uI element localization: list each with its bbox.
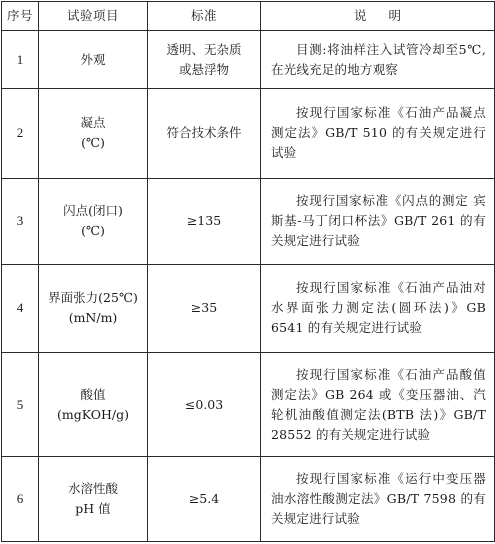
standard-line: 透明、无杂质 bbox=[166, 41, 242, 57]
test-item-cell bbox=[39, 31, 148, 89]
test-item-line: 外观 bbox=[80, 51, 106, 67]
description-text: 按现行国家标准《闪点的测定 宾斯基-马丁闭口杯法》GB/T 261 的有关规定进行试验 bbox=[271, 193, 486, 249]
test-item-line: 酸值 bbox=[80, 386, 106, 402]
description-cell bbox=[261, 89, 495, 179]
table-header-row bbox=[2, 2, 495, 31]
table-row bbox=[2, 457, 495, 542]
description-text: 按现行国家标准《石油产品凝点测定法》GB/T 510 的有关规定进行试验 bbox=[271, 105, 486, 161]
test-item-line: 凝点 bbox=[80, 115, 106, 131]
header-description: 说明 bbox=[261, 2, 495, 31]
test-item-line: 水溶性酸 bbox=[67, 481, 118, 497]
header-no: 序号 bbox=[2, 2, 39, 31]
standard-cell bbox=[148, 352, 261, 457]
test-item-line: (℃) bbox=[81, 135, 105, 151]
standards-table-page bbox=[1, 1, 494, 542]
row-number: 6 bbox=[2, 457, 39, 542]
standard-line: ≥35 bbox=[190, 300, 218, 316]
test-item-line: 界面张力(25℃) bbox=[48, 290, 138, 306]
table-row bbox=[2, 178, 495, 265]
test-item-line: (mN/m) bbox=[68, 310, 118, 326]
test-item-cell bbox=[39, 457, 148, 542]
standard-line: 或悬浮物 bbox=[178, 61, 229, 77]
row-number: 4 bbox=[2, 265, 39, 353]
table-row bbox=[2, 89, 495, 179]
standard-cell bbox=[148, 89, 261, 179]
description-text: 目测:将油样注入试管冷却至5℃,在光线充足的地方观察 bbox=[271, 41, 486, 77]
standard-line: ≤0.03 bbox=[184, 396, 224, 412]
header-test-item: 试验项目 bbox=[39, 2, 148, 31]
standard-cell bbox=[148, 265, 261, 353]
standard-cell bbox=[148, 457, 261, 542]
standard-line: ≥5.4 bbox=[188, 491, 220, 507]
header-standard: 标准 bbox=[148, 2, 261, 31]
description-cell bbox=[261, 352, 495, 457]
description-text: 按现行国家标准《石油产品油对水界面张力测定法(圆环法)》GB 6541 的有关规定进行试验 bbox=[271, 280, 486, 336]
description-cell bbox=[261, 265, 495, 353]
description-cell bbox=[261, 178, 495, 265]
description-cell bbox=[261, 31, 495, 89]
row-number: 3 bbox=[2, 178, 39, 265]
description-text: 按现行国家标准《石油产品酸值测定法》GB 264 或《变压器油、汽轮机油酸值测定法(BTB 法)》GB/T 28552 的有关规定进行试验 bbox=[271, 366, 486, 442]
test-item-line: (mgKOH/g) bbox=[57, 406, 129, 422]
test-item-cell bbox=[39, 89, 148, 179]
row-number: 5 bbox=[2, 352, 39, 457]
row-number: 2 bbox=[2, 89, 39, 179]
test-item-line: (℃) bbox=[81, 223, 105, 239]
test-item-line: 闪点(闭口) bbox=[63, 203, 123, 219]
standard-cell bbox=[148, 31, 261, 89]
test-item-cell bbox=[39, 178, 148, 265]
table-row bbox=[2, 352, 495, 457]
test-item-cell bbox=[39, 265, 148, 353]
oil-test-standards-table bbox=[1, 1, 495, 542]
standard-line: 符合技术条件 bbox=[166, 125, 242, 141]
standard-line: ≥135 bbox=[186, 213, 222, 229]
row-number: 1 bbox=[2, 31, 39, 89]
description-text: 按现行国家标准《运行中变压器油水溶性酸测定法》GB/T 7598 的有关规定进行试验 bbox=[271, 471, 486, 527]
description-cell bbox=[261, 457, 495, 542]
test-item-cell bbox=[39, 352, 148, 457]
table-body bbox=[2, 31, 495, 542]
standard-cell bbox=[148, 178, 261, 265]
table-row bbox=[2, 31, 495, 89]
test-item-line: pH 值 bbox=[75, 501, 111, 517]
table-row bbox=[2, 265, 495, 353]
